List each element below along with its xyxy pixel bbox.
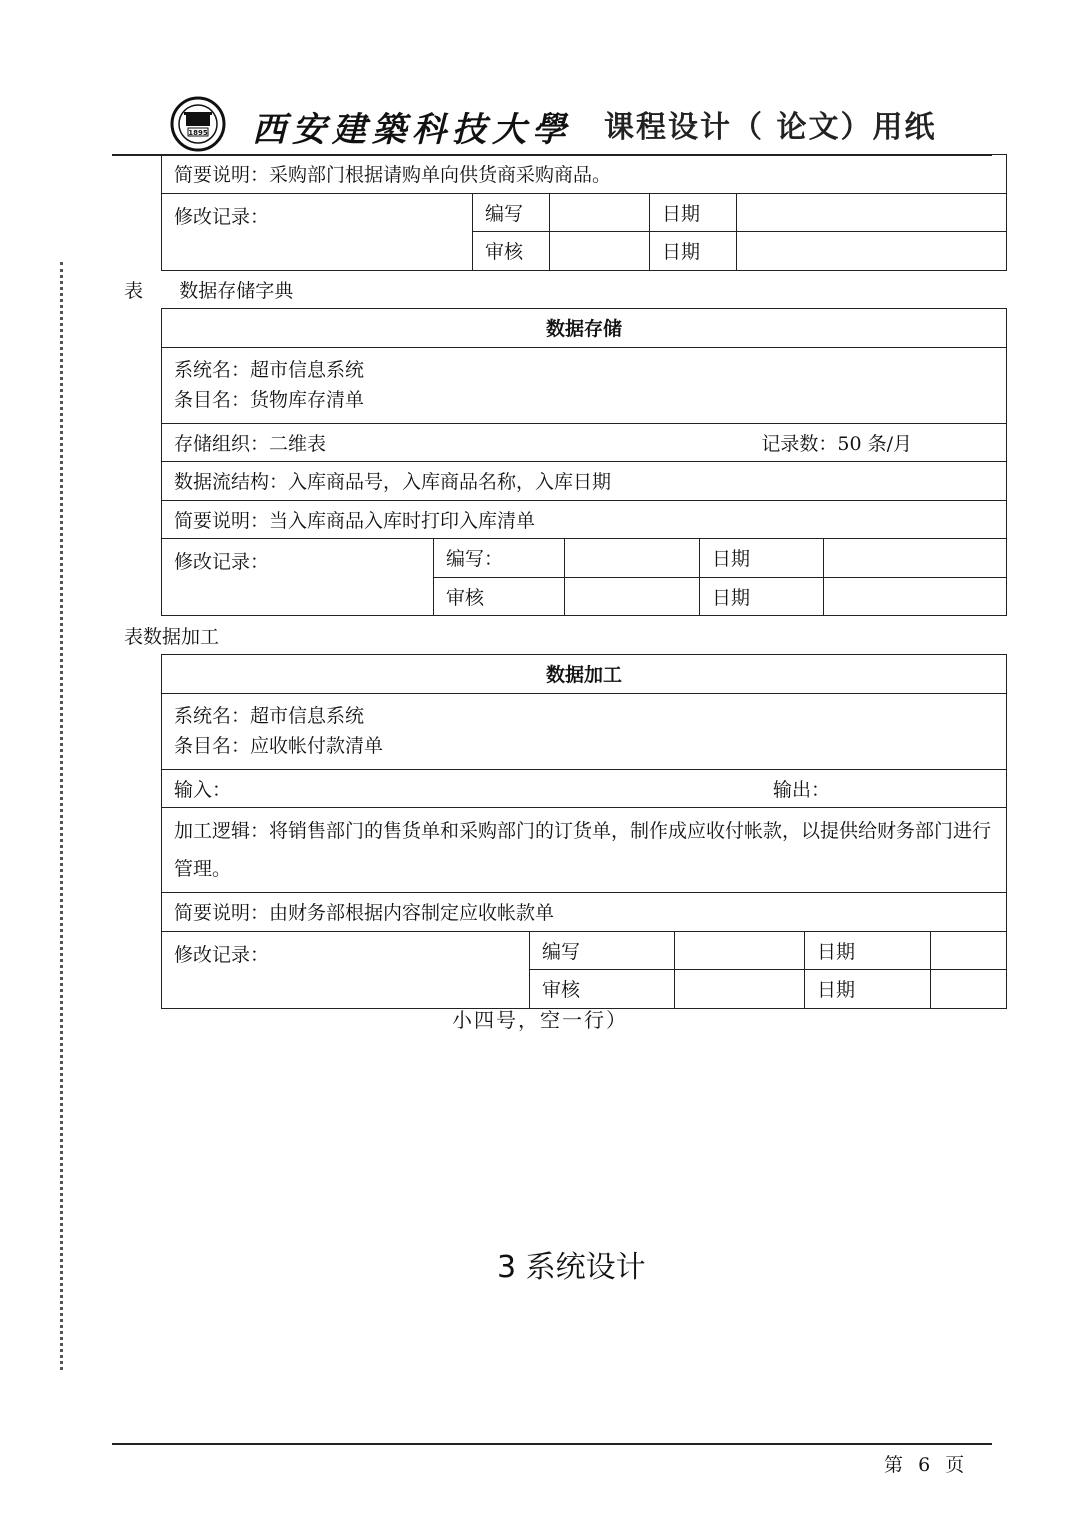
table-row: [162, 423, 1007, 462]
university-name: 西安建築科技大學: [252, 110, 572, 150]
svg-text:1895: 1895: [188, 129, 208, 137]
summary-cell: 简要说明：采购部门根据请购单向供货商采购商品。: [162, 155, 1007, 194]
summary-cell: 简要说明：由财务部根据内容制定应收帐款单: [162, 893, 1007, 932]
process-logic: 加工逻辑：将销售部门的售货单和采购部门的订货单，制作成应收付帐款，以提供给财务部门进行管理。: [174, 820, 992, 880]
date-label: 日期: [650, 232, 737, 271]
section-title: 3 系统设计: [497, 1250, 646, 1285]
process-title: 数据加工: [162, 655, 1007, 694]
date-label: 日期: [805, 970, 931, 1009]
data-process-table: [161, 654, 1007, 1009]
table-row: [162, 931, 1007, 970]
date-value: [824, 577, 1007, 616]
io-cell: [162, 769, 1007, 808]
date-label: 日期: [700, 577, 824, 616]
storage-organization: 存储组织：二维表: [174, 432, 327, 455]
page-header: [112, 96, 992, 156]
date-value: [931, 970, 1007, 1009]
footer-rule: [112, 1443, 992, 1445]
storage-names-cell: [162, 347, 1007, 423]
table-row: [162, 347, 1007, 423]
summary-cell: 简要说明：当入库商品入库时打印入库清单: [162, 500, 1007, 539]
review-value: [550, 232, 650, 271]
write-value: [565, 539, 700, 578]
process-table-caption: 表数据加工: [124, 626, 220, 648]
data-storage-table: [161, 308, 1007, 616]
date-label: 日期: [700, 539, 824, 578]
organization-cell: [162, 423, 1007, 462]
table-row: [162, 155, 1007, 194]
table-row: [162, 462, 1007, 501]
table-row: [162, 193, 1007, 232]
date-label: 日期: [650, 193, 737, 232]
date-label: 日期: [805, 931, 931, 970]
write-label: 编写: [530, 931, 675, 970]
table-row: [162, 693, 1007, 769]
date-value: [824, 539, 1007, 578]
format-note: 小四号，空一行）: [452, 1008, 628, 1032]
review-value: [675, 970, 805, 1009]
table-row: [162, 655, 1007, 694]
modify-record-label: 修改记录：: [162, 193, 473, 270]
table-row: [162, 808, 1007, 893]
entry-name: 条目名：货物库存清单: [174, 389, 365, 411]
logic-cell: [162, 808, 1007, 893]
write-value: [675, 931, 805, 970]
review-value: [565, 577, 700, 616]
output-label: 输出：: [772, 778, 830, 801]
purchase-table-continued: [161, 154, 1007, 271]
binding-line: [60, 262, 63, 1370]
university-logo: [170, 96, 226, 152]
write-label: 编写：: [434, 539, 565, 578]
review-label: 审核: [473, 232, 550, 271]
paper-title: 课程设计（ 论文）用纸: [604, 110, 937, 145]
entry-name: 条目名：应收帐付款清单: [174, 735, 384, 757]
modify-record-label: 修改记录：: [162, 539, 434, 616]
structure-cell: 数据流结构：入库商品号，入库商品名称，入库日期: [162, 462, 1007, 501]
review-label: 审核: [530, 970, 675, 1009]
write-value: [550, 193, 650, 232]
table-row: [162, 893, 1007, 932]
process-names-cell: [162, 693, 1007, 769]
date-value: [931, 931, 1007, 970]
table-row: [162, 500, 1007, 539]
system-name: 系统名：超市信息系统: [174, 358, 365, 381]
table-row: [162, 309, 1007, 348]
write-label: 编写: [473, 193, 550, 232]
storage-title: 数据存储: [162, 309, 1007, 348]
date-value: [737, 232, 1007, 271]
review-label: 审核: [434, 577, 565, 616]
modify-record-label: 修改记录：: [162, 931, 530, 1008]
table-row: [162, 539, 1007, 578]
record-count: 记录数：50 条/月: [761, 432, 912, 455]
page-number: 第 6 页: [884, 1454, 966, 1476]
university-seal-icon: [170, 96, 226, 152]
table-row: [162, 769, 1007, 808]
system-name: 系统名：超市信息系统: [174, 704, 365, 727]
date-value: [737, 193, 1007, 232]
storage-table-caption: 表 数据存储字典: [124, 280, 294, 302]
input-label: 输入：: [174, 778, 232, 801]
